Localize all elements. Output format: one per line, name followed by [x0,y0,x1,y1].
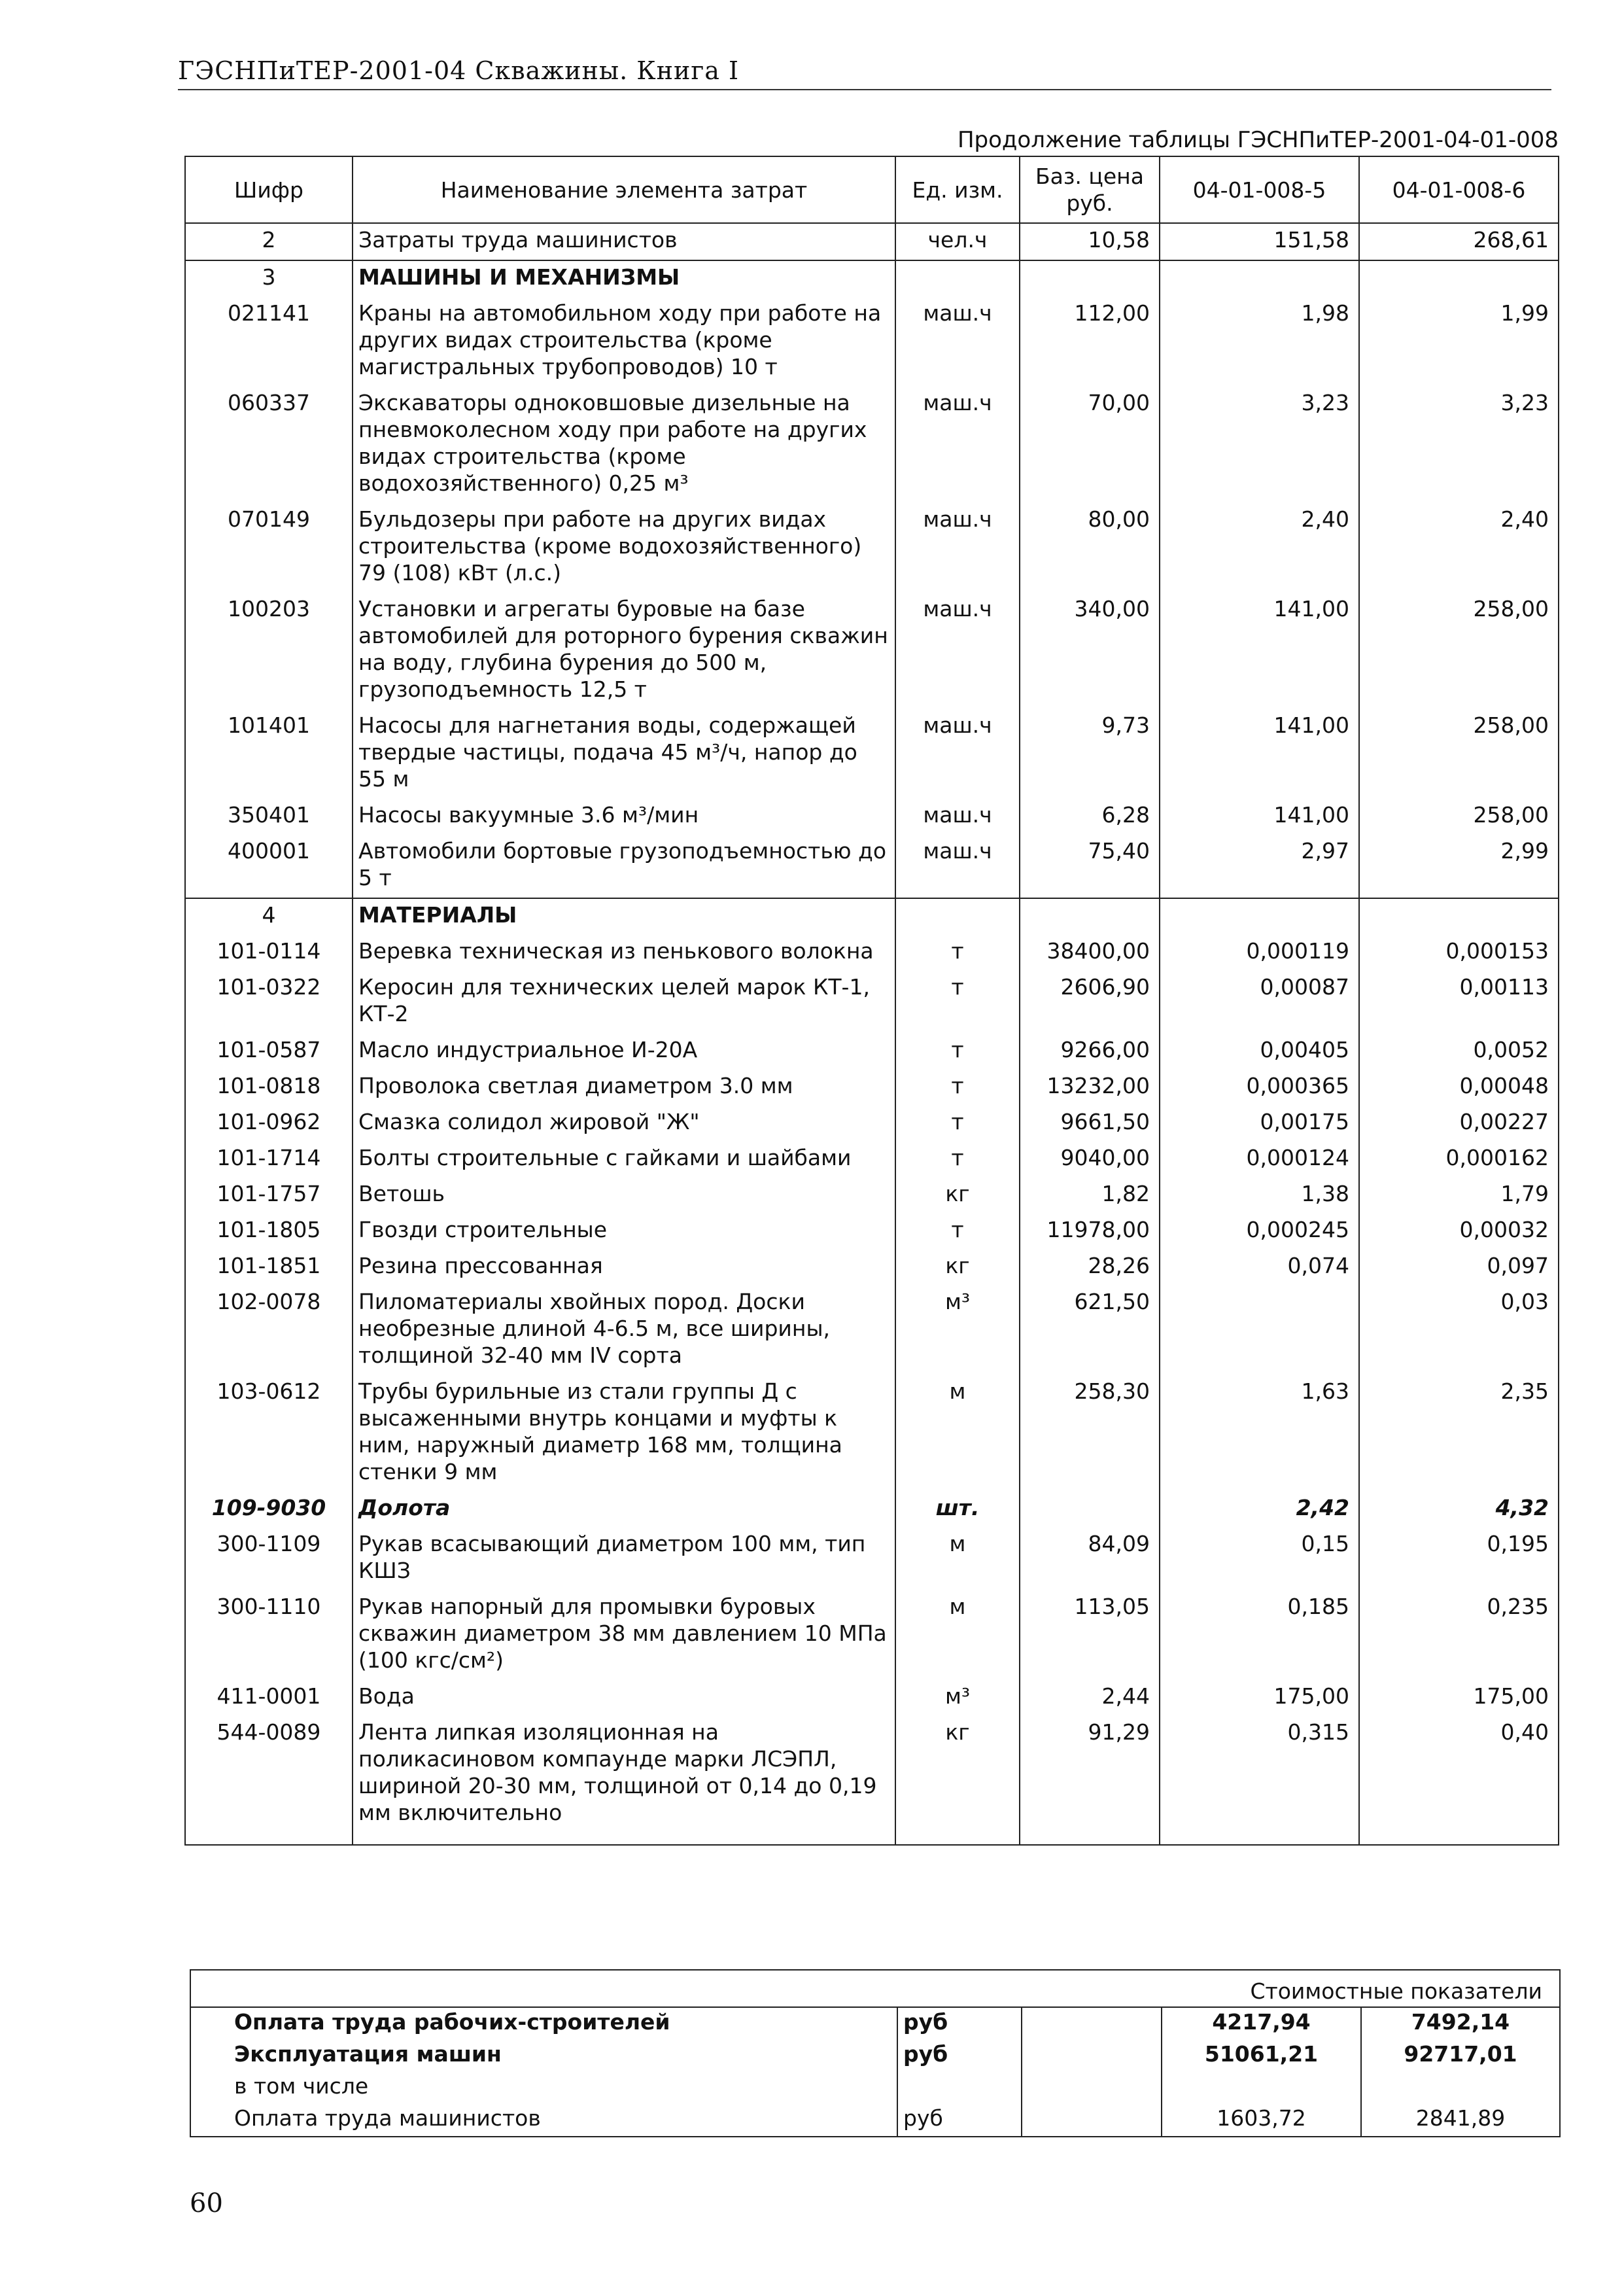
cell-price: 38400,00 [1020,935,1160,971]
cell-unit: м³ [895,1286,1020,1375]
table-caption: Продолжение таблицы ГЭСНПиТЕР-2001-04-01-008 [957,127,1559,153]
cell-unit: маш.ч [895,387,1020,503]
cell-code: 100203 [185,593,353,709]
cell-v2: 0,000162 [1359,1142,1559,1178]
cell-v1 [1160,260,1359,297]
cell-code: 101-1714 [185,1142,353,1178]
summary-v2: 7492,14 [1361,2008,1559,2040]
table-row [185,709,1559,799]
cell-code: 101-1851 [185,1250,353,1286]
cell-name: Насосы вакуумные 3.6 м³/мин [353,799,895,835]
cell-code: 101-1805 [185,1214,353,1250]
cell-unit: чел.ч [895,223,1020,260]
table-row [185,1214,1559,1250]
cell-v1: 0,074 [1160,1250,1359,1286]
cell-v2: 0,00113 [1359,971,1559,1034]
cell-v1: 1,98 [1160,297,1359,387]
cell-v1: 0,185 [1160,1590,1359,1680]
col-header-code: Шифр [185,156,353,223]
cell-v2: 0,000153 [1359,935,1559,971]
cell-unit: маш.ч [895,503,1020,593]
cell-unit: маш.ч [895,297,1020,387]
cell-code: 101-0322 [185,971,353,1034]
resource-table-container [184,156,1558,1846]
cell-unit: кг [895,1716,1020,1832]
cell-name: Проволока светлая диаметром 3.0 мм [353,1070,895,1106]
cell-price: 9040,00 [1020,1142,1160,1178]
cell-v1: 0,000119 [1160,935,1359,971]
cell-unit: т [895,971,1020,1034]
cell-unit: кг [895,1250,1020,1286]
cell-name: Масло индустриальное И-20А [353,1034,895,1070]
cell-code: 4 [185,898,353,935]
cell-name: Рукав напорный для промывки буровых скважин диаметром 38 мм давлением 10 МПа (100 кгс/см²) [353,1590,895,1680]
cell-price: 2,44 [1020,1680,1160,1716]
cell-name: Бульдозеры при работе на других видах строительства (кроме водохозяйственного) 79 (108) кВт (л.с.) [353,503,895,593]
cell-code: 101-0114 [185,935,353,971]
cell-code: 300-1110 [185,1590,353,1680]
summary-unit: руб [897,2008,1022,2040]
cell-name: Болты строительные с гайками и шайбами [353,1142,895,1178]
summary-v1: 1603,72 [1162,2104,1361,2136]
cell-v1: 0,00175 [1160,1106,1359,1142]
cell-code: 060337 [185,387,353,503]
cell-v2 [1359,260,1559,297]
cell-name: Установки и агрегаты буровые на базе автомобилей для роторного бурения скважин на воду, глубина бурения до 500 м, грузоподъемность 12,5 т [353,593,895,709]
cell-unit: маш.ч [895,799,1020,835]
cell-code: 101401 [185,709,353,799]
cell-name: Веревка техническая из пенькового волокна [353,935,895,971]
cell-price: 6,28 [1020,799,1160,835]
cell-name: Насосы для нагнетания воды, содержащей твердые частицы, подача 45 м³/ч, напор до 55 м [353,709,895,799]
cell-unit [895,898,1020,935]
table-row [185,1286,1559,1375]
cell-v1: 141,00 [1160,799,1359,835]
cell-v2: 0,235 [1359,1590,1559,1680]
cell-price [1020,260,1160,297]
cell-v2: 0,0052 [1359,1034,1559,1070]
cell-unit: маш.ч [895,709,1020,799]
table-row [185,297,1559,387]
cell-v1: 0,000365 [1160,1070,1359,1106]
summary-empty [1022,2072,1162,2104]
table-row [185,1680,1559,1716]
summary-row [191,2008,1559,2040]
cell-v1: 2,42 [1160,1492,1359,1528]
cell-v2: 0,00048 [1359,1070,1559,1106]
summary-v1 [1162,2072,1361,2104]
cell-unit: шт. [895,1492,1020,1528]
cell-v1: 0,00087 [1160,971,1359,1034]
cell-price: 70,00 [1020,387,1160,503]
summary-empty [1022,2104,1162,2136]
cell-name: МАШИНЫ И МЕХАНИЗМЫ [353,260,895,297]
cell-code: 070149 [185,503,353,593]
spacer-cell [1160,1832,1359,1845]
cell-price: 28,26 [1020,1250,1160,1286]
summary-label: Оплата труда рабочих-строителей [234,2009,670,2035]
summary-v1: 51061,21 [1162,2040,1361,2072]
summary-row [191,2104,1559,2136]
table-row [185,1528,1559,1590]
table-row [185,799,1559,835]
cell-unit [895,260,1020,297]
cell-code: 101-0587 [185,1034,353,1070]
col-header-name: Наименование элемента затрат [353,156,895,223]
cell-v2: 3,23 [1359,387,1559,503]
cell-price: 113,05 [1020,1590,1160,1680]
cell-unit: т [895,1214,1020,1250]
cost-summary [190,1969,1561,2137]
spacer-cell [353,1832,895,1845]
summary-empty [1022,2040,1162,2072]
cell-unit: м [895,1375,1020,1492]
header-rule [178,89,1551,90]
summary-body [191,2008,1559,2136]
summary-unit [897,2072,1022,2104]
table-row [185,1070,1559,1106]
cell-v1 [1160,898,1359,935]
cell-price: 112,00 [1020,297,1160,387]
cell-code: 101-1757 [185,1178,353,1214]
cell-v1: 2,40 [1160,503,1359,593]
summary-table [191,2008,1559,2136]
cell-v2: 175,00 [1359,1680,1559,1716]
summary-v2: 2841,89 [1361,2104,1559,2136]
summary-title: Стоимостные показатели [191,1969,1559,2008]
table-row [185,1178,1559,1214]
cell-name: МАТЕРИАЛЫ [353,898,895,935]
cell-v1: 141,00 [1160,593,1359,709]
table-row [185,223,1559,260]
cell-code: 103-0612 [185,1375,353,1492]
cell-name: Лента липкая изоляционная на поликасиновом компаунде марки ЛСЭПЛ, шириной 20-30 мм, толщиной от 0,14 до 0,19 мм включительно [353,1716,895,1832]
cell-price: 80,00 [1020,503,1160,593]
col-header-price: Баз. цена руб. [1020,156,1160,223]
cell-v2: 2,99 [1359,835,1559,898]
cell-v2: 0,00032 [1359,1214,1559,1250]
cell-code: 101-0818 [185,1070,353,1106]
cell-unit: м [895,1590,1020,1680]
summary-v2 [1361,2072,1559,2104]
table-row [185,503,1559,593]
cell-price: 11978,00 [1020,1214,1160,1250]
cell-code: 101-0962 [185,1106,353,1142]
spacer-cell [1020,1832,1160,1845]
cell-name: Ветошь [353,1178,895,1214]
table-bottom-spacer [185,1832,1559,1845]
col-header-v1: 04-01-008-5 [1160,156,1359,223]
cell-v2: 0,097 [1359,1250,1559,1286]
resource-table [184,156,1559,1846]
cell-code: 2 [185,223,353,260]
summary-empty [1022,2008,1162,2040]
cell-v2: 2,40 [1359,503,1559,593]
cell-name: Гвозди строительные [353,1214,895,1250]
cell-unit: т [895,1142,1020,1178]
cell-unit: т [895,1070,1020,1106]
page-number: 60 [190,2188,223,2218]
table-row [185,1106,1559,1142]
summary-unit: руб [897,2040,1022,2072]
table-body [185,223,1559,1845]
section-header-row [185,260,1559,297]
cell-price: 340,00 [1020,593,1160,709]
table-row [185,835,1559,898]
cell-code: 400001 [185,835,353,898]
cell-price: 9,73 [1020,709,1160,799]
cell-price: 10,58 [1020,223,1160,260]
cell-price: 1,82 [1020,1178,1160,1214]
table-row [185,593,1559,709]
cell-v1: 151,58 [1160,223,1359,260]
summary-unit: руб [897,2104,1022,2136]
cell-price: 13232,00 [1020,1070,1160,1106]
cell-v2: 258,00 [1359,593,1559,709]
cell-v2: 258,00 [1359,799,1559,835]
cell-code: 3 [185,260,353,297]
cell-name: Смазка солидол жировой "Ж" [353,1106,895,1142]
cell-v2: 0,40 [1359,1716,1559,1832]
cell-name: Вода [353,1680,895,1716]
table-row [185,971,1559,1034]
cell-code: 544-0089 [185,1716,353,1832]
table-row [185,1375,1559,1492]
cell-code: 411-0001 [185,1680,353,1716]
cell-v2: 268,61 [1359,223,1559,260]
cell-unit: м [895,1528,1020,1590]
cell-v1: 141,00 [1160,709,1359,799]
cell-price: 2606,90 [1020,971,1160,1034]
cell-v2: 1,79 [1359,1178,1559,1214]
cell-v2: 258,00 [1359,709,1559,799]
cell-code: 102-0078 [185,1286,353,1375]
cell-price [1020,1492,1160,1528]
cell-name: Трубы бурильные из стали группы Д с высаженными внутрь концами и муфты к ним, наружный диаметр 168 мм, толщина стенки 9 мм [353,1375,895,1492]
cell-price: 91,29 [1020,1716,1160,1832]
table-row [185,1492,1559,1528]
cell-unit: маш.ч [895,593,1020,709]
page-header: ГЭСНПиТЕР-2001-04 Скважины. Книга I [178,56,739,85]
cell-price: 258,30 [1020,1375,1160,1492]
table-row [185,1142,1559,1178]
cell-name: Керосин для технических целей марок КТ-1, КТ-2 [353,971,895,1034]
table-row [185,1590,1559,1680]
cell-code: 021141 [185,297,353,387]
spacer-cell [185,1832,353,1845]
cell-price: 621,50 [1020,1286,1160,1375]
col-header-v2: 04-01-008-6 [1359,156,1559,223]
col-header-unit: Ед. изм. [895,156,1020,223]
cell-v2: 0,00227 [1359,1106,1559,1142]
summary-row [191,2040,1559,2072]
cell-name: Экскаваторы одноковшовые дизельные на пневмоколесном ходу при работе на других видах строительства (кроме водохозяйственного) 0,25 м³ [353,387,895,503]
cell-v1: 3,23 [1160,387,1359,503]
cell-name: Краны на автомобильном ходу при работе на других видах строительства (кроме магистральных трубопроводов) 10 т [353,297,895,387]
cell-v2: 0,195 [1359,1528,1559,1590]
table-row [185,1716,1559,1832]
cell-v1: 0,315 [1160,1716,1359,1832]
cell-v2: 0,03 [1359,1286,1559,1375]
cell-v1: 1,38 [1160,1178,1359,1214]
cell-price: 9661,50 [1020,1106,1160,1142]
cell-name: Резина прессованная [353,1250,895,1286]
cell-v1 [1160,1286,1359,1375]
cell-name: Долота [353,1492,895,1528]
cell-v2 [1359,898,1559,935]
cell-code: 300-1109 [185,1528,353,1590]
cell-name: Рукав всасывающий диаметром 100 мм, тип КШЗ [353,1528,895,1590]
cell-v1: 2,97 [1160,835,1359,898]
spacer-cell [1359,1832,1559,1845]
cell-code: 109-9030 [185,1492,353,1528]
cell-name: Автомобили бортовые грузоподъемностью до 5 т [353,835,895,898]
cell-unit: т [895,1034,1020,1070]
table-row [185,387,1559,503]
spacer-cell [895,1832,1020,1845]
cell-v1: 0,00405 [1160,1034,1359,1070]
cell-price: 9266,00 [1020,1034,1160,1070]
cell-v2: 2,35 [1359,1375,1559,1492]
table-row [185,1034,1559,1070]
cell-v1: 0,15 [1160,1528,1359,1590]
table-header-row [185,156,1559,223]
summary-row [191,2072,1559,2104]
summary-v1: 4217,94 [1162,2008,1361,2040]
cell-price: 84,09 [1020,1528,1160,1590]
cell-unit: кг [895,1178,1020,1214]
table-row [185,935,1559,971]
summary-v2: 92717,01 [1361,2040,1559,2072]
cell-unit: маш.ч [895,835,1020,898]
cell-v1: 1,63 [1160,1375,1359,1492]
cell-v2: 1,99 [1359,297,1559,387]
cell-price [1020,898,1160,935]
cell-unit: т [895,1106,1020,1142]
section-header-row [185,898,1559,935]
cell-v1: 175,00 [1160,1680,1359,1716]
cell-unit: т [895,935,1020,971]
summary-label: в том числе [234,2073,369,2099]
cell-price: 75,40 [1020,835,1160,898]
cell-v1: 0,000124 [1160,1142,1359,1178]
cell-name: Пиломатериалы хвойных пород. Доски необрезные длиной 4-6.5 м, все ширины, толщиной 32-40 мм IV сорта [353,1286,895,1375]
cell-v2: 4,32 [1359,1492,1559,1528]
cell-v1: 0,000245 [1160,1214,1359,1250]
cell-unit: м³ [895,1680,1020,1716]
table-row [185,1250,1559,1286]
summary-label: Оплата труда машинистов [234,2105,541,2131]
summary-label: Эксплуатация машин [234,2041,502,2067]
cell-name: Затраты труда машинистов [353,223,895,260]
cell-code: 350401 [185,799,353,835]
